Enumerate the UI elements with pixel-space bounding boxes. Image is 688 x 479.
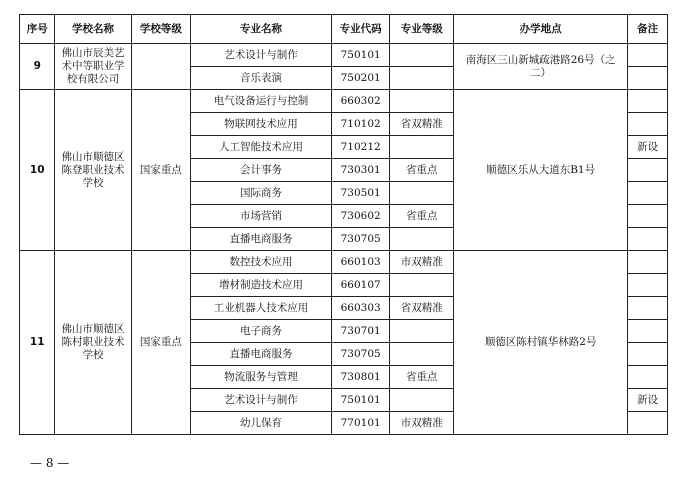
remark [628,412,668,435]
major-code: 710102 [331,113,389,136]
table-body [20,44,668,435]
major-name: 增材制造技术应用 [191,274,332,297]
major-grade [390,182,454,205]
page-number: — 8 — [30,456,70,470]
col-header-major-name: 专业名称 [191,15,332,44]
school-number: 9 [20,44,55,90]
major-code: 660302 [331,90,389,113]
major-code: 660303 [331,297,389,320]
remark [628,297,668,320]
major-name: 工业机器人技术应用 [191,297,332,320]
major-grade [390,44,454,67]
header-row [20,15,668,44]
major-grade: 省双精准 [390,113,454,136]
remark [628,67,668,90]
school-location: 顺德区乐从大道东B1号 [454,90,628,251]
school-number: 11 [20,251,55,435]
major-code: 730705 [331,343,389,366]
major-name: 物联网技术应用 [191,113,332,136]
major-grade: 省重点 [390,159,454,182]
major-grade [390,228,454,251]
major-name: 人工智能技术应用 [191,136,332,159]
school-location: 南海区三山新城疏港路26号（之二） [454,44,628,90]
major-code: 730301 [331,159,389,182]
major-name: 直播电商服务 [191,228,332,251]
school-majors-table [19,14,668,435]
col-header-school-name: 学校名称 [55,15,131,44]
major-name: 会计事务 [191,159,332,182]
major-name: 直播电商服务 [191,343,332,366]
major-grade [390,136,454,159]
remark [628,182,668,205]
major-name: 国际商务 [191,182,332,205]
major-name: 艺术设计与制作 [191,44,332,67]
major-grade: 市双精准 [390,251,454,274]
remark [628,366,668,389]
major-name: 物流服务与管理 [191,366,332,389]
major-grade [390,320,454,343]
major-code: 730701 [331,320,389,343]
major-code: 660107 [331,274,389,297]
remark [628,205,668,228]
school-location: 顺德区陈村镇华林路2号 [454,251,628,435]
remark [628,113,668,136]
col-header-location: 办学地点 [454,15,628,44]
major-grade: 市双精准 [390,412,454,435]
major-code: 750201 [331,67,389,90]
major-name: 市场营销 [191,205,332,228]
col-header-major-grade: 专业等级 [390,15,454,44]
major-name: 电子商务 [191,320,332,343]
major-code: 730705 [331,228,389,251]
col-header-remark: 备注 [628,15,668,44]
major-code: 730801 [331,366,389,389]
major-grade [390,343,454,366]
remark [628,343,668,366]
school-name: 佛山市顺德区陈登职业技术学校 [55,90,131,251]
major-name: 电气设备运行与控制 [191,90,332,113]
major-grade: 省重点 [390,205,454,228]
major-grade [390,389,454,412]
major-grade [390,274,454,297]
remark: 新设 [628,389,668,412]
major-name: 幼儿保育 [191,412,332,435]
remark [628,251,668,274]
school-level: 国家重点 [131,251,190,435]
major-code: 770101 [331,412,389,435]
col-header-no: 序号 [20,15,55,44]
major-code: 750101 [331,389,389,412]
remark [628,320,668,343]
school-level [131,44,190,90]
major-code: 750101 [331,44,389,67]
major-code: 660103 [331,251,389,274]
major-grade [390,67,454,90]
major-grade: 省双精准 [390,297,454,320]
school-level: 国家重点 [131,90,190,251]
remark [628,159,668,182]
table-row [20,44,668,67]
table-row [20,251,668,274]
remark [628,228,668,251]
major-code: 710212 [331,136,389,159]
school-number: 10 [20,90,55,251]
major-grade: 省重点 [390,366,454,389]
major-name: 数控技术应用 [191,251,332,274]
school-name: 佛山市顺德区陈村职业技术学校 [55,251,131,435]
remark [628,274,668,297]
col-header-major-code: 专业代码 [331,15,389,44]
major-code: 730602 [331,205,389,228]
remark [628,90,668,113]
remark: 新设 [628,136,668,159]
remark [628,44,668,67]
major-name: 艺术设计与制作 [191,389,332,412]
major-grade [390,90,454,113]
school-name: 佛山市辰美艺术中等职业学校有限公司 [55,44,131,90]
col-header-school-level: 学校等级 [131,15,190,44]
major-name: 音乐表演 [191,67,332,90]
table-row [20,90,668,113]
major-code: 730501 [331,182,389,205]
